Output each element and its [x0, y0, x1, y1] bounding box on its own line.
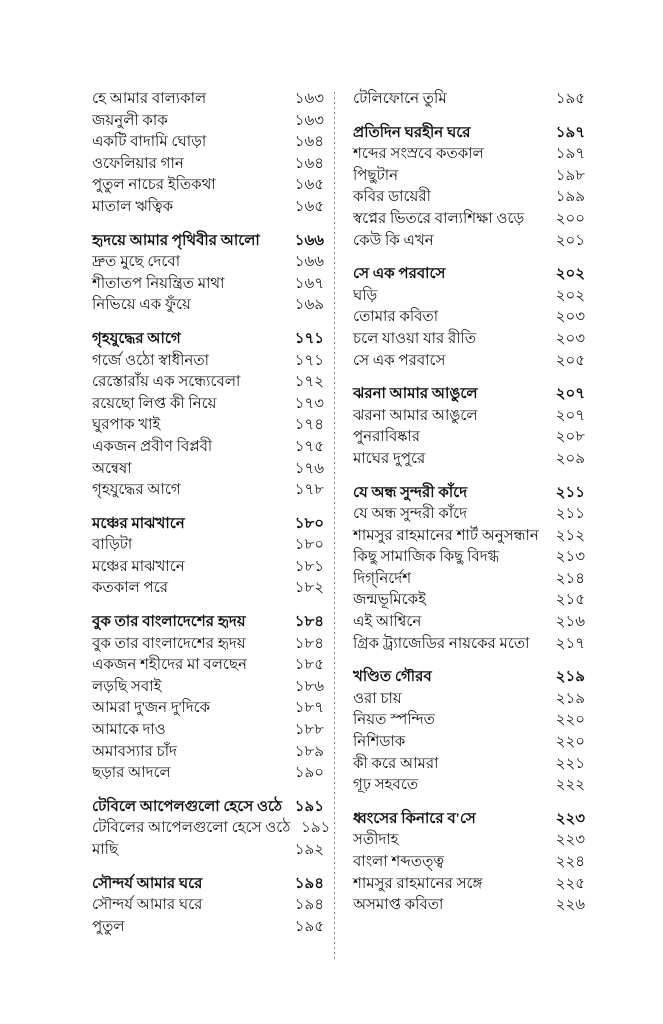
toc-entry[interactable] — [92, 178, 324, 200]
toc-section-heading[interactable] — [353, 126, 585, 148]
toc-entry-page-number: ২১১ — [555, 484, 585, 501]
toc-entry-page-number: ২২৩ — [555, 832, 585, 849]
toc-entry-title: বুক তার বাংলাদেশের হৃদয় — [92, 635, 246, 652]
toc-entry-title: মঞ্চের মাঝখানে — [92, 558, 185, 575]
toc-entry-title: বুক তার বাংলাদেশের হৃদয় — [92, 614, 246, 631]
toc-entry-page-number: ২১৪ — [555, 570, 585, 587]
toc-entry[interactable] — [353, 572, 585, 594]
toc-entry-page-number: ১৯৭ — [555, 124, 585, 141]
toc-entry-title: পুতুল — [92, 918, 125, 935]
toc-entry-page-number: ১৯৭ — [555, 146, 585, 163]
toc-entry-page-number: ১৮২ — [294, 580, 324, 597]
toc-entry-title: যে অন্ধ সুন্দরী কাঁদে — [353, 506, 468, 523]
toc-entry[interactable] — [353, 757, 585, 779]
toc-entry[interactable] — [92, 843, 324, 865]
toc-entry[interactable] — [353, 735, 585, 757]
toc-entry-page-number: ২২১ — [555, 755, 585, 772]
toc-entry-page-number: ২২৫ — [555, 875, 585, 892]
toc-entry[interactable] — [353, 92, 585, 114]
toc-entry-title: সে এক পরবাসে — [353, 352, 446, 369]
toc-entry-page-number: ১৮৫ — [294, 657, 324, 674]
toc-section-heading[interactable] — [353, 812, 585, 834]
toc-entry[interactable] — [353, 452, 585, 474]
toc-entry[interactable] — [92, 298, 324, 320]
toc-entry-title: সতীদাহ — [353, 832, 399, 849]
toc-entry-page-number: ১৯০ — [294, 765, 324, 782]
toc-entry-title: টেবিলের আপেলগুলো হেসে ওঠে — [92, 820, 291, 837]
toc-entry-title: গৃহযুদ্ধের আগে — [92, 482, 181, 499]
toc-entry-title: মাছি — [92, 842, 119, 858]
toc-entry-page-number: ২০৮ — [555, 429, 585, 446]
toc-entry-page-number: ১৮৪ — [294, 635, 324, 652]
toc-entry-page-number: ২২৪ — [555, 854, 585, 870]
toc-entry[interactable] — [353, 354, 585, 376]
toc-entry-title: শীতাতপ নিয়ন্ত্রিত মাথা — [92, 275, 225, 292]
toc-entry-page-number: ২১৯ — [555, 690, 585, 707]
toc-entry-title: চলে যাওয়া যার রীতি — [353, 330, 477, 347]
toc-entry-title: শামসুর রাহমানের শার্ট অনুসন্ধান — [353, 527, 539, 544]
toc-entry-title: হে আমার বাল্যকাল — [92, 91, 207, 107]
toc-entry[interactable] — [92, 397, 324, 419]
toc-entry[interactable] — [353, 778, 585, 800]
toc-entry-title: ওফেলিয়ার গান — [92, 155, 184, 172]
toc-entry[interactable] — [92, 658, 324, 680]
toc-section-heading[interactable] — [92, 332, 324, 354]
toc-entry-title: ছড়ার আদলে — [92, 765, 171, 782]
toc-entry-page-number: ১৬৯ — [294, 297, 324, 314]
toc-entry[interactable] — [353, 692, 585, 714]
toc-entry-title: যে অন্ধ সুন্দরী কাঁদে — [353, 484, 468, 501]
toc-entry-title: দ্রুত মুছে দেবো — [92, 254, 181, 271]
toc-entry[interactable] — [353, 898, 585, 920]
toc-entry-title: শামসুর রাহমানের সঙ্গে — [353, 875, 483, 892]
toc-entry-page-number: ১৮০ — [294, 537, 324, 554]
toc-entry-page-number: ২২২ — [555, 777, 585, 794]
toc-entry[interactable] — [92, 745, 324, 767]
toc-entry-title: জয়নুলী কাক — [92, 112, 168, 129]
toc-entry-page-number: ১৮৬ — [294, 678, 324, 695]
toc-entry[interactable] — [353, 550, 585, 572]
toc-entry-title: অমাবস্যার চাঁদ — [92, 743, 177, 760]
toc-entry-title: একজন শহীদের মা বলছেন — [92, 657, 248, 674]
toc-section-heading[interactable] — [92, 234, 324, 256]
toc-entry[interactable] — [92, 701, 324, 723]
toc-entry-page-number: ২২৬ — [555, 897, 585, 914]
toc-entry[interactable] — [353, 877, 585, 899]
toc-entry-page-number: ২০৭ — [555, 386, 585, 403]
toc-entry-title: হৃদয়ে আমার পৃথিবীর আলো — [92, 232, 260, 249]
toc-entry-page-number: ১৬৪ — [294, 155, 324, 172]
toc-entry-title: গর্জে ওঠো স্বাধীনতা — [92, 352, 209, 369]
toc-entry-page-number: ২০১ — [555, 232, 585, 249]
toc-section-heading[interactable] — [353, 267, 585, 289]
toc-entry-title: গ্রিক ট্র্যাজেডির নায়কের মতো — [353, 635, 530, 652]
toc-entry-page-number: ১৬৩ — [294, 112, 324, 129]
toc-entry[interactable] — [353, 234, 585, 256]
toc-entry[interactable] — [353, 212, 585, 234]
toc-entry-title: রয়েছো লিপ্ত কী নিয়ে — [92, 395, 217, 412]
toc-entry-title: অসমাপ্ত কবিতা — [353, 897, 444, 914]
toc-entry-page-number: ১৯৮ — [555, 167, 585, 184]
toc-entry-page-number: ১৭১ — [294, 330, 324, 347]
toc-entry[interactable] — [353, 430, 585, 452]
toc-entry-title: ওরা চায় — [353, 690, 402, 707]
toc-entry[interactable] — [92, 820, 331, 843]
toc-entry[interactable] — [92, 483, 324, 505]
toc-entry-title: পুনরাবিষ্কার — [353, 429, 421, 446]
toc-entry-title: আমাকে দাও — [92, 722, 166, 739]
toc-entry[interactable] — [92, 680, 324, 702]
toc-entry-title: লড়ছি সবাই — [92, 678, 162, 695]
toc-entry-title: আমরা দু'জন দু'দিকে — [92, 700, 211, 717]
toc-entry-page-number: ২১১ — [555, 506, 585, 523]
toc-entry-page-number: ২১৭ — [555, 635, 585, 652]
toc-entry-page-number: ১৯৪ — [294, 897, 324, 914]
toc-entry[interactable] — [92, 157, 324, 179]
toc-entry-title: টেলিফোনে তুমি — [353, 91, 447, 107]
toc-entry[interactable] — [353, 637, 585, 659]
toc-entry-title: তোমার কবিতা — [353, 309, 439, 326]
toc-column-right — [339, 92, 585, 920]
toc-entry[interactable] — [353, 147, 585, 169]
toc-entry[interactable] — [92, 920, 324, 942]
toc-entry[interactable] — [92, 277, 324, 299]
toc-entry-title: ধ্বংসের কিনারে ব'সে — [353, 810, 476, 827]
toc-entry-title: জন্মভূমিকেই — [353, 592, 426, 609]
toc-entry-title: নিয়ত স্পন্দিত — [353, 712, 435, 729]
toc-entry[interactable] — [353, 833, 585, 855]
toc-entry[interactable] — [92, 440, 324, 462]
toc-entry[interactable] — [353, 593, 585, 615]
toc-entry-title: সৌন্দর্য আমার ঘরে — [92, 875, 203, 892]
toc-section-heading[interactable] — [92, 615, 324, 637]
toc-entry-title: গৃহযুদ্ধের আগে — [92, 330, 181, 347]
toc-entry-title: সে এক পরবাসে — [353, 266, 446, 283]
toc-entry-page-number: ১৮৯ — [294, 743, 324, 760]
toc-section-heading[interactable] — [353, 387, 585, 409]
toc-entry-title: দিগ্‌নির্দেশ — [353, 570, 412, 587]
toc-section-heading[interactable] — [92, 517, 324, 539]
toc-column-left — [92, 92, 330, 941]
toc-entry-title: ঝরনা আমার আঙুলে — [353, 386, 478, 403]
toc-entry-page-number: ১৭৪ — [294, 417, 324, 434]
toc-entry-title: নিশিডাক — [353, 734, 406, 751]
toc-entry-page-number: ২০৫ — [555, 352, 585, 369]
toc-entry[interactable] — [353, 409, 585, 431]
toc-entry-title: রেস্তোরাঁয় এক সন্ধ্যেবেলা — [92, 374, 241, 391]
toc-entry-title: মাতাল ঋত্বিক — [92, 198, 174, 215]
toc-entry-page-number: ১৬৪ — [294, 134, 324, 151]
toc-entry-title: শব্দের সংস্রবে কতকাল — [353, 146, 484, 163]
toc-entry-page-number: ২০০ — [555, 210, 585, 227]
toc-entry[interactable] — [353, 332, 585, 354]
toc-section-heading[interactable] — [353, 486, 585, 508]
toc-entry-page-number: ১৬৩ — [294, 91, 324, 107]
toc-entry-title: গূঢ় সহবতে — [353, 777, 419, 794]
toc-entry-title: পুতুল নাচের ইতিকথা — [92, 177, 216, 194]
toc-entry-page-number: ২২৩ — [555, 810, 585, 827]
toc-entry[interactable] — [92, 114, 324, 136]
toc-entry-page-number: ১৯৫ — [555, 91, 585, 107]
toc-entry-title: একটি বাদামি ঘোড়া — [92, 134, 207, 151]
toc-entry-page-number: ১৬৫ — [294, 198, 324, 215]
toc-entry-page-number: ১৭১ — [294, 352, 324, 369]
toc-entry[interactable] — [92, 135, 324, 157]
toc-entry-title: সৌন্দর্য আমার ঘরে — [92, 897, 203, 914]
toc-entry-title: বাংলা শব্দতত্ত্ব — [353, 854, 445, 870]
toc-entry-page-number: ২২০ — [555, 712, 585, 729]
toc-entry[interactable] — [92, 898, 324, 920]
toc-entry-page-number: ১৯২ — [294, 842, 324, 858]
toc-entry-page-number: ১৬৫ — [294, 177, 324, 194]
toc-entry-title: অন্বেষা — [92, 460, 132, 477]
toc-entry[interactable] — [353, 310, 585, 332]
toc-entry-page-number: ২০২ — [555, 266, 585, 283]
toc-entry-page-number: ১৭২ — [294, 374, 324, 391]
toc-entry[interactable] — [353, 289, 585, 311]
toc-entry-page-number: ২০৯ — [555, 450, 585, 467]
toc-entry-page-number: ১৮৭ — [294, 700, 324, 717]
toc-entry[interactable] — [92, 92, 324, 114]
toc-entry-title: খণ্ডিত গৌরব — [353, 669, 432, 686]
toc-entry[interactable] — [353, 169, 585, 191]
toc-entry-title: মঞ্চের মাঝখানে — [92, 515, 185, 532]
toc-entry-page-number: ১৬৭ — [294, 275, 324, 292]
toc-entry-title: ঘড়ি — [353, 287, 378, 304]
toc-entry-title: ঝরনা আমার আঙুলে — [353, 407, 478, 424]
toc-entry[interactable] — [353, 713, 585, 735]
toc-entry-page-number: ১৭৮ — [294, 482, 324, 499]
toc-entry-title: কিছু সামাজিক কিছু বিদগ্ধ — [353, 549, 500, 566]
toc-entry[interactable] — [92, 354, 324, 376]
toc-entry-title: পিছুটান — [353, 167, 399, 184]
toc-entry-title: একজন প্রবীণ বিপ্লবী — [92, 438, 213, 455]
toc-section-heading[interactable] — [92, 877, 324, 899]
toc-entry-page-number: ১৭৩ — [294, 395, 324, 412]
toc-entry-page-number: ১৬৬ — [294, 232, 324, 249]
toc-entry[interactable] — [92, 637, 324, 659]
toc-entry-title: মাঘের দুপুরে — [353, 450, 426, 467]
toc-section-heading[interactable] — [353, 670, 585, 692]
toc-entry-title: টেবিলে আপেলগুলো হেসে ওঠে — [92, 798, 283, 815]
toc-entry[interactable] — [92, 723, 324, 745]
toc-entry-page-number: ১৯৪ — [294, 875, 324, 892]
toc-entry[interactable] — [92, 462, 324, 484]
toc-entry-title: নিভিয়ে এক ফুঁয়ে — [92, 297, 191, 314]
toc-entry[interactable] — [92, 766, 324, 788]
toc-entry[interactable] — [92, 418, 324, 440]
toc-entry-page-number: ১৬৬ — [294, 254, 324, 271]
toc-entry-page-number: ২১২ — [555, 527, 585, 544]
toc-entry-page-number: ১৯১ — [301, 820, 331, 837]
toc-entry-page-number: ১৭৫ — [294, 438, 324, 455]
toc-entry-title: কবির ডায়েরী — [353, 189, 431, 206]
toc-entry-title: ঘুরপাক খাই — [92, 417, 161, 434]
toc-entry-title: কেউ কি এখন — [353, 232, 434, 249]
toc-entry-page-number: ২১৫ — [555, 592, 585, 609]
toc-entry-page-number: ১৯৯ — [555, 189, 585, 206]
toc-entry[interactable] — [353, 507, 585, 529]
toc-entry-title: কতকাল পরে — [92, 580, 168, 597]
toc-entry-title: স্বপ্নের ভিতরে বাল্যশিক্ষা ওড়ে — [353, 210, 525, 227]
toc-entry-page-number: ১৯৫ — [294, 918, 324, 935]
table-of-contents — [92, 91, 585, 962]
toc-entry-page-number: ১৮০ — [294, 515, 324, 532]
toc-entry[interactable] — [92, 375, 324, 397]
toc-entry-page-number: ২০৩ — [555, 330, 585, 347]
toc-entry-page-number: ১৭৬ — [294, 460, 324, 477]
column-divider — [334, 92, 335, 962]
toc-section-heading[interactable] — [92, 800, 324, 822]
toc-entry-page-number: ১৮৮ — [294, 722, 324, 739]
toc-entry-page-number: ২১৩ — [555, 549, 585, 566]
toc-entry-page-number: ২০২ — [555, 287, 585, 304]
toc-entry[interactable] — [353, 615, 585, 637]
toc-entry[interactable] — [353, 855, 585, 877]
toc-entry[interactable] — [353, 190, 585, 212]
toc-entry-title: কী করে আমরা — [353, 755, 439, 772]
toc-entry-page-number: ২১৯ — [555, 669, 585, 686]
toc-entry[interactable] — [92, 581, 324, 603]
toc-entry-title: এই আশ্বিনে — [353, 614, 422, 631]
toc-entry[interactable] — [92, 560, 324, 582]
toc-entry-page-number: ২০৭ — [555, 407, 585, 424]
toc-entry-page-number: ১৮৪ — [294, 614, 324, 631]
toc-entry-title: প্রতিদিন ঘরহীন ঘরে — [353, 124, 471, 141]
toc-entry-page-number: ২২০ — [555, 734, 585, 751]
toc-entry-page-number: ১৮১ — [294, 558, 324, 575]
toc-entry-page-number: ২১৬ — [555, 614, 585, 631]
toc-entry[interactable] — [92, 255, 324, 277]
toc-entry[interactable] — [92, 200, 324, 222]
toc-entry-page-number: ২০৩ — [555, 309, 585, 326]
toc-entry-page-number: ১৯১ — [294, 798, 324, 815]
toc-entry-title: বাড়িটা — [92, 537, 133, 554]
toc-entry[interactable] — [353, 529, 585, 551]
toc-entry[interactable] — [92, 538, 324, 560]
